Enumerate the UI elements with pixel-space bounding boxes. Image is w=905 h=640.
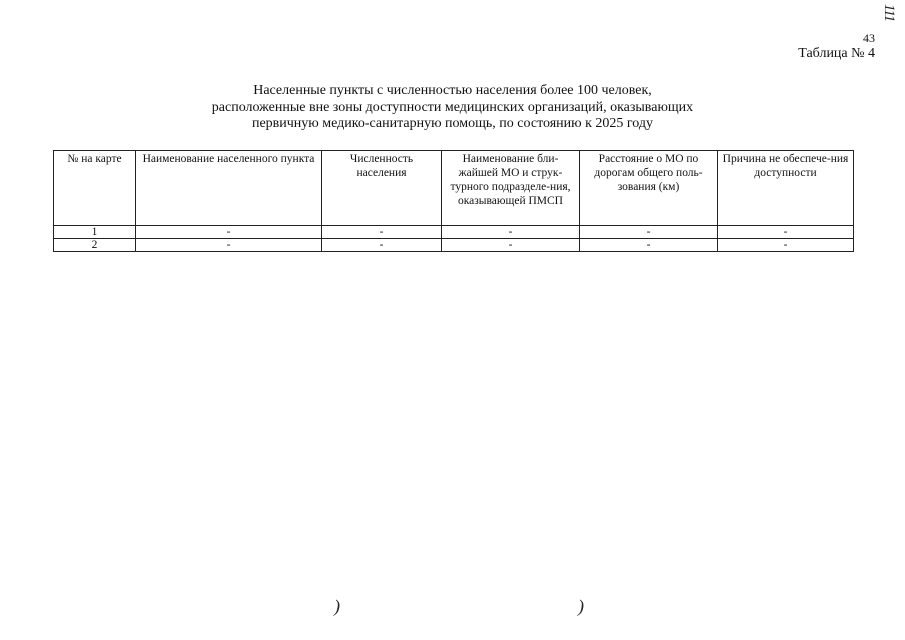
table-cell: - [580, 239, 718, 252]
table-cell: - [136, 239, 322, 252]
footer-mark-right: ) [578, 596, 584, 616]
title-line: Населенные пункты с численностью населения более 100 человек, [253, 83, 652, 98]
handwritten-page-number: 111 [880, 3, 897, 22]
table-cell: - [580, 226, 718, 239]
table-cell: - [322, 239, 442, 252]
table-cell: - [718, 239, 854, 252]
table-label: Таблица № 4 [798, 46, 875, 61]
table-cell: - [718, 226, 854, 239]
table-cell: - [136, 226, 322, 239]
header-population: Численность населения [322, 151, 442, 226]
table-cell: 2 [54, 239, 136, 252]
table-title [120, 83, 785, 133]
footer-mark-left: ) [334, 596, 340, 616]
header-settlement-name: Наименование населенного пункта [136, 151, 322, 226]
table-row [54, 226, 854, 239]
header-nearest-mo: Наименование бли-жайшей МО и струк-турного подразделе-ния, оказывающей ПМСП [442, 151, 580, 226]
table-header-row [54, 151, 854, 226]
title-line: расположенные вне зоны доступности медицинских организаций, оказывающих [211, 99, 694, 115]
header-map-number: № на карте [54, 151, 136, 226]
title-line: первичную медико-санитарную помощь, по состоянию к 2025 году [251, 116, 654, 131]
header-reason: Причина не обеспече-ния доступности [718, 151, 854, 226]
header-distance: Расстояние о МО по дорогам общего поль-зования (км) [580, 151, 718, 226]
table-row [54, 239, 854, 252]
table-cell: 1 [54, 226, 136, 239]
settlements-table [53, 150, 854, 252]
table-cell: - [442, 226, 580, 239]
table-cell: - [322, 226, 442, 239]
page-number: 43 [863, 31, 875, 45]
table-cell: - [442, 239, 580, 252]
